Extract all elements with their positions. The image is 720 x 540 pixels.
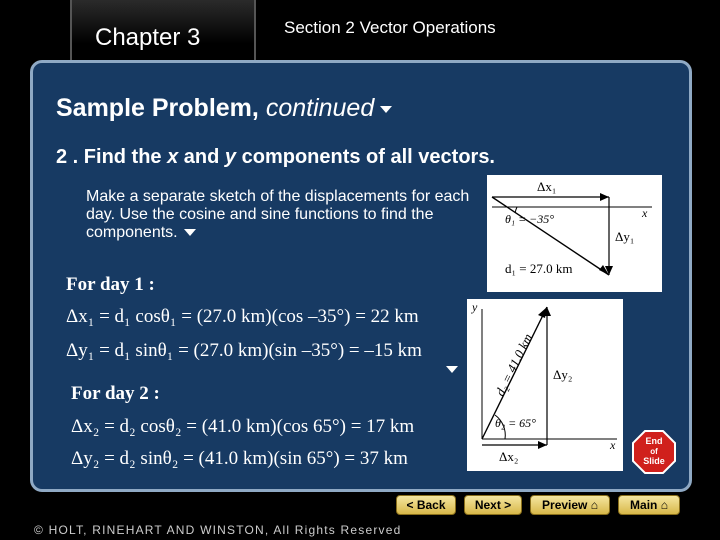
diagram2-d: d₂ = 41.0 km	[492, 331, 536, 399]
next-label: Next >	[474, 498, 512, 512]
question-text	[56, 146, 495, 169]
question-part: components of all vectors.	[236, 146, 495, 168]
end-of-slide-button[interactable]	[632, 430, 676, 474]
slide-title-continued: continued	[265, 94, 375, 122]
diagram-day1	[487, 175, 662, 292]
question-y: y	[224, 146, 237, 168]
diagram1-x: x	[642, 206, 648, 220]
day2-label: For day 2 :	[71, 383, 160, 404]
slide-title	[56, 94, 392, 123]
preview-label: Preview	[542, 498, 588, 512]
section-title: Section 2 Vector Operations	[284, 18, 496, 37]
diagram2-dy: Δy₂	[553, 367, 573, 382]
instructions-body: Make a separate sketch of the displacements for each day. Use the cosine and sine functions to find the components.	[86, 188, 470, 241]
home-icon: ⌂	[660, 498, 668, 512]
back-label: < Back	[406, 498, 446, 512]
day2-eq-y: Δy₂ = d₂ sinθ₂ = (41.0 km)(sin 65°) = 37 km	[71, 448, 408, 469]
end-line2: of	[650, 447, 658, 456]
stop-sign-icon	[632, 430, 676, 474]
chapter-title: Chapter 3	[95, 24, 201, 51]
diagram-day2-svg	[467, 299, 623, 471]
diagram2-dx: Δx₂	[499, 449, 519, 464]
diagram2-x: x	[610, 438, 616, 452]
day1-eq-x: Δx₁ = d₁ cosθ₁ = (27.0 km)(cos –35°) = 22 km	[66, 306, 419, 327]
triangle-marker-icon	[380, 106, 392, 113]
end-line1: End	[645, 436, 663, 446]
end-line3: Slide	[643, 456, 665, 466]
question-part: and	[178, 146, 225, 168]
diagram1-theta: θ₁ = −35°	[505, 212, 555, 226]
day1-eq-y: Δy₁ = d₁ sinθ₁ = (27.0 km)(sin –35°) = –15 km	[66, 340, 422, 361]
diagram2-theta: θ₂ = 65°	[495, 416, 536, 430]
diagram1-d: d₁ = 27.0 km	[505, 261, 573, 276]
main-button[interactable]	[618, 495, 680, 515]
copyright-footer: © HOLT, RINEHART AND WINSTON, All Rights Reserved	[0, 519, 720, 540]
back-button[interactable]	[396, 495, 456, 515]
main-label: Main	[630, 498, 658, 512]
diagram-day1-svg	[487, 175, 662, 292]
preview-button[interactable]	[530, 495, 610, 515]
instructions-text	[86, 188, 476, 242]
triangle-marker-icon	[184, 229, 196, 236]
day2-eq-x: Δx₂ = d₂ cosθ₂ = (41.0 km)(cos 65°) = 17 km	[71, 416, 415, 437]
diagram1-dx: Δx₁	[537, 179, 557, 194]
diagram-day2	[467, 299, 623, 471]
next-button[interactable]	[464, 495, 522, 515]
question-part: 2 . Find the	[56, 146, 168, 168]
home-icon: ⌂	[590, 498, 598, 512]
slide-title-main: Sample Problem,	[56, 94, 259, 122]
question-x: x	[167, 146, 179, 168]
triangle-marker-icon	[446, 366, 458, 373]
diagram1-dy: Δy₁	[615, 229, 635, 244]
day1-label: For day 1 :	[66, 274, 155, 295]
diagram2-y: y	[472, 300, 478, 314]
